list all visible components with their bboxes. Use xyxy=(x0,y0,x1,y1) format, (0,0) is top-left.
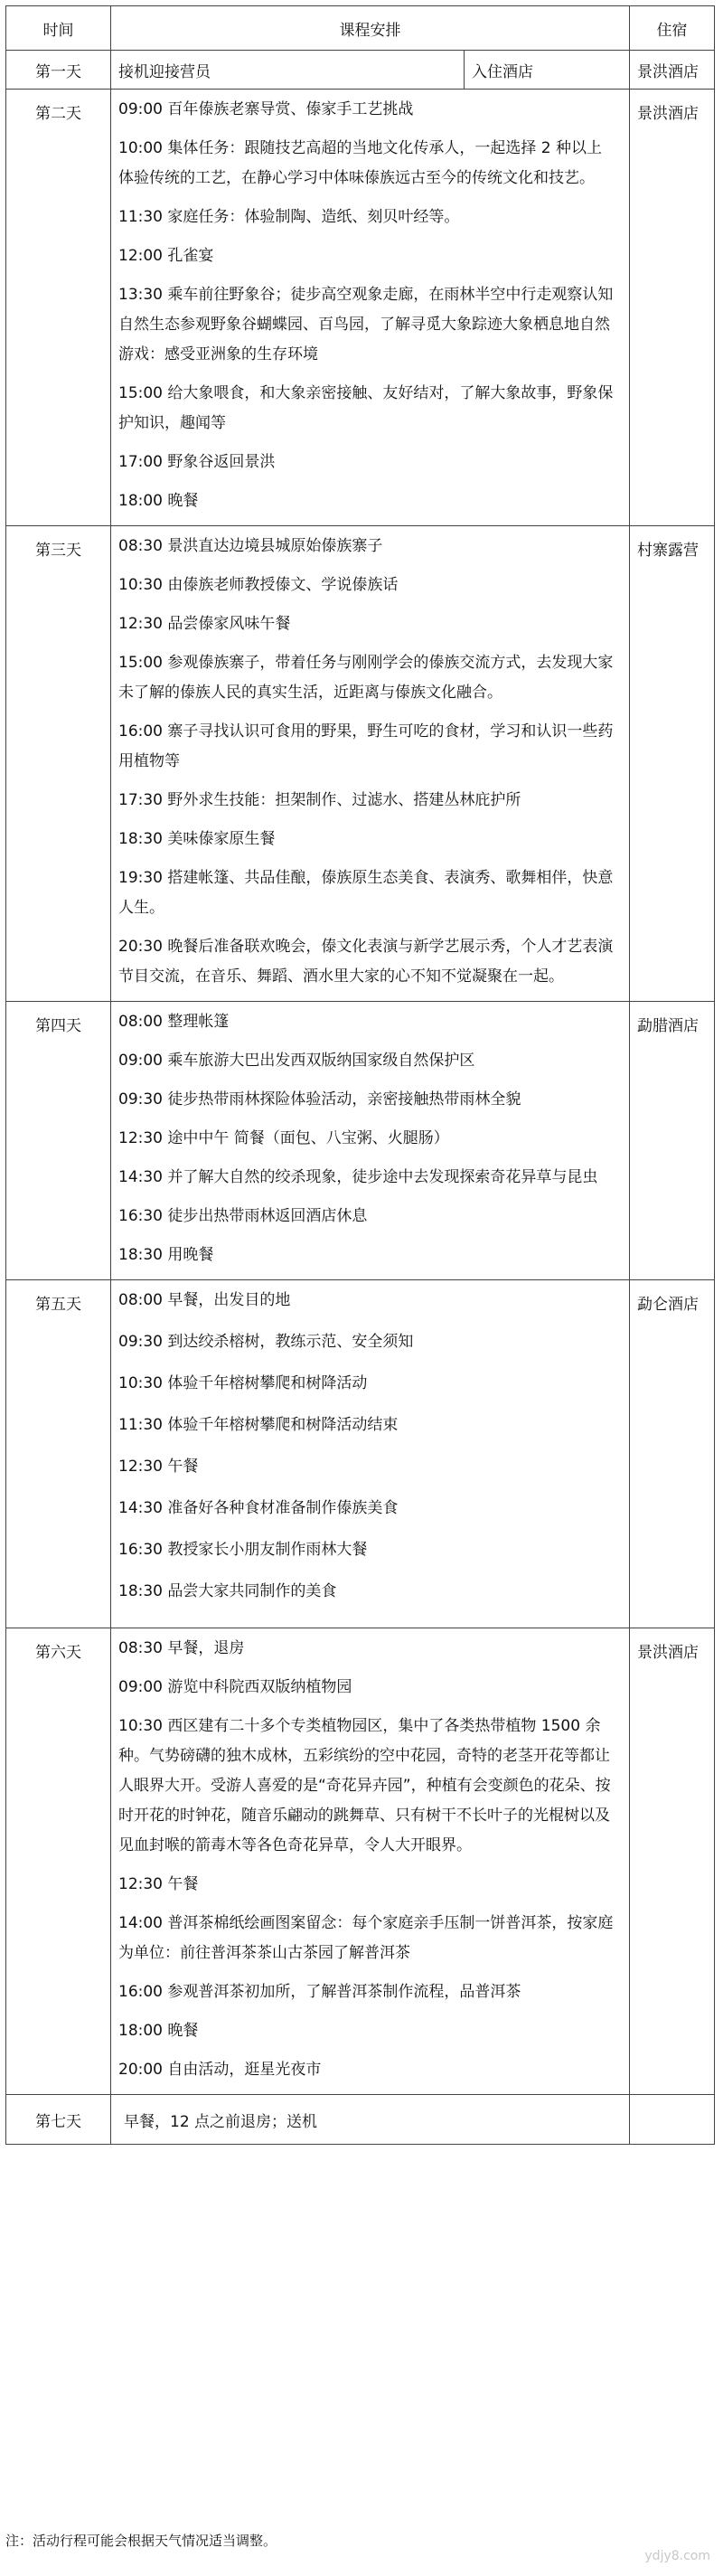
day-row-6 xyxy=(6,1628,715,2095)
schedule-line: 09:00 百年傣族老寨导赏、傣家手工艺挑战 xyxy=(118,100,414,118)
schedule-cell xyxy=(111,90,630,526)
accommodation: 村寨露营 xyxy=(630,526,715,1002)
schedule-line: 18:00 晚餐 xyxy=(118,492,199,510)
day-label: 第三天 xyxy=(6,526,111,1002)
day-label: 第四天 xyxy=(6,1002,111,1280)
header-day: 时间 xyxy=(6,6,111,51)
schedule-cell xyxy=(111,1628,630,2095)
watermark: ydjy8.com xyxy=(644,2549,710,2563)
schedule-line: 10:00 集体任务：跟随技艺高超的当地文化传承人，一起选择 2 种以上体验传统的工艺，在静心学习中体味傣族远古至今的传统文化和技艺。 xyxy=(118,139,603,187)
accommodation xyxy=(630,2095,715,2145)
schedule-line: 15:00 参观傣族寨子，带着任务与刚刚学会的傣族交流方式，去发现大家未了解的傣族人民的真实生活，近距离与傣族文化融合。 xyxy=(118,654,614,702)
accommodation: 景洪酒店 xyxy=(630,51,715,90)
day-row-3 xyxy=(6,526,715,1002)
schedule-line: 18:00 晚餐 xyxy=(118,2022,199,2040)
schedule-line: 19:30 搭建帐篷、共品佳酿，傣族原生态美食、表演秀、歌舞相伴，快意人生。 xyxy=(118,869,614,917)
schedule-line: 16:30 徒步出热带雨林返回酒店休息 xyxy=(118,1207,368,1225)
schedule-cell xyxy=(111,1280,630,1628)
day-row-7 xyxy=(6,2095,715,2145)
schedule-line: 20:00 自由活动，逛星光夜市 xyxy=(118,2061,322,2079)
accommodation: 景洪酒店 xyxy=(630,1628,715,2095)
schedule-line: 14:30 并了解大自然的绞杀现象，徒步途中去发现探索奇花异草与昆虫 xyxy=(118,1168,598,1186)
schedule-line: 16:00 寨子寻找认识可食用的野果，野生可吃的食材，学习和认识一些药用植物等 xyxy=(118,722,614,770)
schedule-line: 10:30 由傣族老师教授傣文、学说傣族话 xyxy=(118,576,399,594)
schedule-line: 10:30 体验千年榕树攀爬和树降活动 xyxy=(118,1374,368,1392)
schedule-line: 20:30 晚餐后准备联欢晚会，傣文化表演与新学艺展示秀，个人才艺表演节目交流，在音乐、舞蹈、酒水里大家的心不知不觉凝聚在一起。 xyxy=(118,938,614,986)
day-row-4 xyxy=(6,1002,715,1280)
schedule-line: 15:00 给大象喂食，和大象亲密接触、友好结对，了解大象故事，野象保护知识，趣闻等 xyxy=(118,384,614,432)
schedule-line: 09:00 乘车旅游大巴出发西双版纳国家级自然保护区 xyxy=(118,1052,475,1070)
day-label: 第七天 xyxy=(6,2095,111,2145)
header-plan: 课程安排 xyxy=(111,6,630,51)
schedule-line: 16:00 参观普洱茶初加所，了解普洱茶制作流程，品普洱茶 xyxy=(118,1983,521,2001)
schedule-line: 09:30 到达绞杀榕树，教练示范、安全须知 xyxy=(118,1333,414,1351)
schedule-line: 08:00 早餐，出发目的地 xyxy=(118,1291,291,1309)
schedule-line: 12:30 午餐 xyxy=(118,1458,199,1476)
schedule-line: 12:30 品尝傣家风味午餐 xyxy=(118,615,291,633)
day-label: 第一天 xyxy=(6,51,111,90)
schedule-line: 08:00 整理帐篷 xyxy=(118,1013,230,1031)
schedule-line: 10:30 西区建有二十多个专类植物园区，集中了各类热带植物 1500 余种。气势磅礴的独木成林，五彩缤纷的空中花园，奇特的老茎开花等都让人眼界大开。受游人喜爱的是“奇花异卉园”，种植有会变颜色的花朵、按时开花的时钟花，随音乐翩动的跳舞草、只有树干不长叶子的光棍树以及见血封喉的箭毒木等各色奇花异草，令人大开眼界。 xyxy=(118,1717,611,1854)
day-label: 第二天 xyxy=(6,90,111,526)
accommodation: 景洪酒店 xyxy=(630,90,715,526)
plan-cell: 入住酒店 xyxy=(465,51,630,90)
schedule-line: 14:00 普洱茶棉纸绘画图案留念：每个家庭亲手压制一饼普洱茶，按家庭为单位：前往普洱茶茶山古茶园了解普洱茶 xyxy=(118,1914,614,1962)
schedule-line: 08:30 景洪直达边境县城原始傣族寨子 xyxy=(118,537,383,555)
day-label: 第五天 xyxy=(6,1280,111,1628)
schedule-line: 16:30 教授家长小朋友制作雨林大餐 xyxy=(118,1541,368,1559)
day-label: 第六天 xyxy=(6,1628,111,2095)
schedule-line: 12:30 途中中午 简餐（面包、八宝粥、火腿肠） xyxy=(118,1129,449,1147)
schedule-line: 09:00 游览中科院西双版纳植物园 xyxy=(118,1678,352,1696)
schedule-line: 18:30 品尝大家共同制作的美食 xyxy=(118,1582,337,1600)
schedule-cell xyxy=(111,526,630,1002)
schedule-line: 18:30 用晚餐 xyxy=(118,1246,214,1264)
day-row-5 xyxy=(6,1280,715,1628)
day-row-2 xyxy=(6,90,715,526)
day-row-1 xyxy=(6,51,715,90)
accommodation: 勐腊酒店 xyxy=(630,1002,715,1280)
schedule-line: 17:30 野外求生技能：担架制作、过滤水、搭建丛林庇护所 xyxy=(118,791,521,809)
schedule-line: 09:30 徒步热带雨林探险体验活动，亲密接触热带雨林全貌 xyxy=(118,1090,521,1109)
plan-cell: 接机迎接营员 xyxy=(111,51,465,90)
footnote: 注：活动行程可能会根据天气情况适当调整。 xyxy=(5,2533,277,2549)
plan-cell: 早餐，12 点之前退房；送机 xyxy=(111,2095,630,2145)
accommodation: 勐仑酒店 xyxy=(630,1280,715,1628)
schedule-line: 12:00 孔雀宴 xyxy=(118,247,214,265)
schedule-line: 18:30 美味傣家原生餐 xyxy=(118,830,276,848)
header-accommodation: 住宿 xyxy=(630,6,715,51)
schedule-line: 11:30 家庭任务：体验制陶、造纸、刻贝叶经等。 xyxy=(118,208,460,226)
schedule-line: 11:30 体验千年榕树攀爬和树降活动结束 xyxy=(118,1416,399,1434)
schedule-cell xyxy=(111,1002,630,1280)
schedule-line: 12:30 午餐 xyxy=(118,1875,199,1893)
schedule-line: 17:00 野象谷返回景洪 xyxy=(118,453,276,471)
itinerary-table xyxy=(5,5,715,2145)
schedule-line: 08:30 早餐，退房 xyxy=(118,1639,245,1657)
schedule-line: 13:30 乘车前往野象谷；徒步高空观象走廊，在雨林半空中行走观察认知自然生态参观野象谷蝴蝶园、百鸟园，了解寻觅大象踪迹大象栖息地自然游戏：感受亚洲象的生存环境 xyxy=(118,286,614,363)
schedule-line: 14:30 准备好各种食材准备制作傣族美食 xyxy=(118,1499,399,1517)
table-header-row xyxy=(6,6,715,51)
